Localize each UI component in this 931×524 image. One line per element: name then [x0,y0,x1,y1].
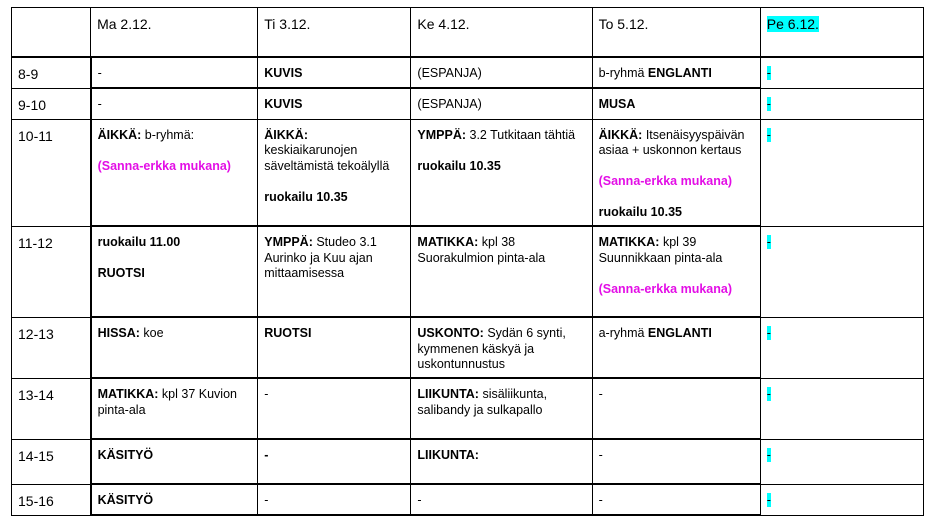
time-label: 10-11 [18,127,53,144]
corner-cell [12,8,91,58]
subject-label: ruokailu 11.00 [97,235,181,249]
subject-label: ruokailu 10.35 [417,158,501,173]
weekly-schedule-table [11,7,924,516]
subject-label: KUVIS [264,66,303,80]
lesson-cell-thu [592,484,760,515]
lesson-cell-mon [91,378,258,439]
lesson-cell-mon [91,484,258,515]
lesson-cell-mon [91,88,258,119]
time-cell [12,439,91,484]
lesson-cell-wed [411,439,592,484]
assistant-note: (Sanna-erkka mukana) [598,281,732,296]
lesson-paragraph [599,326,754,342]
lesson-paragraph [98,493,252,509]
time-label: 8-9 [18,66,39,82]
day-label: Ti 3.12. [264,16,311,32]
lesson-paragraph [417,235,585,266]
lesson-cell-tue [258,484,411,515]
lesson-paragraph [417,159,585,175]
lesson-cell-thu [592,119,760,226]
subject-label: YMPPÄ: [417,127,467,142]
time-slot-row [12,484,924,515]
lesson-cell-fri [760,226,923,317]
lesson-text: - [598,448,603,462]
lesson-cell-wed [411,119,592,226]
lesson-cell-mon [91,57,258,88]
time-cell [12,317,91,378]
subject-label: MUSA [598,97,636,111]
lesson-paragraph [98,66,252,82]
lesson-text: (ESPANJA) [417,97,482,111]
lesson-cell-fri [760,378,923,439]
highlighted-dash: - [766,234,771,249]
day-header-tue [258,8,411,58]
highlighted-dash: - [766,492,771,507]
highlighted-dash: - [766,325,771,340]
lesson-paragraph [767,387,917,403]
day-label: Ke 4.12. [417,16,470,32]
time-label: 11-12 [18,234,53,251]
subject-label: RUOTSI [97,266,145,280]
lesson-paragraph [264,190,404,206]
lesson-text: Sydän 6 synti, kymmenen käskyä ja uskontunnustus [417,326,566,371]
lesson-paragraph [599,493,754,509]
lesson-paragraph [264,66,404,82]
lesson-paragraph [264,128,404,175]
highlighted-dash: - [766,66,771,80]
subject-label: ENGLANTI [647,66,712,80]
lesson-paragraph [264,326,404,342]
subject-label: HISSA: [97,326,140,340]
lesson-paragraph [599,387,754,403]
lesson-paragraph [599,128,754,159]
lesson-paragraph [767,97,917,113]
subject-label: MATIKKA: [417,235,479,249]
subject-label: ÄIKKÄ: [97,127,142,142]
lesson-text: - [264,387,269,401]
subject-label: KUVIS [264,97,303,111]
lesson-cell-fri [760,484,923,515]
time-cell [12,88,91,119]
lesson-paragraph [767,326,917,342]
subject-label: MATIKKA: [598,235,660,249]
lesson-paragraph [417,128,585,144]
time-slot-row [12,317,924,378]
lesson-text: - [598,493,603,507]
lesson-paragraph [599,97,754,113]
lesson-paragraph [264,97,404,113]
subject-label: LIIKUNTA: [417,448,479,462]
subject-label: - [264,448,269,462]
lesson-cell-mon [91,317,258,378]
lesson-paragraph [417,387,585,418]
lesson-paragraph [417,448,585,464]
lesson-cell-tue [258,378,411,439]
lesson-text: - [417,493,422,507]
lesson-text: sisäliikunta, salibandy ja sulkapallo [417,387,548,417]
lesson-paragraph [767,448,917,464]
lesson-paragraph [98,235,252,251]
lesson-cell-thu [592,88,760,119]
lesson-text: 3.2 Tutkitaan tähtiä [466,127,576,142]
lesson-cell-thu [592,57,760,88]
time-slot-row [12,439,924,484]
subject-label: ÄIKKÄ: [598,127,643,142]
lesson-cell-tue [258,119,411,226]
time-slot-row [12,119,924,226]
time-label: 9-10 [18,96,47,113]
subject-label: YMPPÄ: [264,235,313,249]
lesson-cell-wed [411,226,592,317]
lesson-cell-fri [760,57,923,88]
lesson-cell-fri [760,317,923,378]
lesson-cell-mon [91,439,258,484]
lesson-text: b-ryhmä: [141,127,195,142]
lesson-cell-thu [592,439,760,484]
lesson-paragraph [417,97,585,113]
time-cell [12,484,91,515]
subject-label: ENGLANTI [647,326,712,340]
lesson-text: - [97,66,102,80]
lesson-paragraph [767,128,917,144]
lesson-cell-fri [760,439,923,484]
day-label: Ma 2.12. [97,16,152,32]
lesson-paragraph [264,387,404,403]
subject-label: MATIKKA: [97,387,159,401]
lesson-paragraph [98,387,252,418]
highlighted-day-label: Pe 6.12. [766,16,819,32]
time-cell [12,57,91,88]
day-label [761,8,923,33]
subject-label: RUOTSI [264,326,312,340]
lesson-text: Studeo 3.1 Aurinko ja Kuu ajan mittaamisessa [264,235,377,280]
lesson-paragraph [599,448,754,464]
lesson-paragraph [98,448,252,464]
subject-label: KÄSITYÖ [97,493,154,507]
lesson-cell-mon [91,226,258,317]
lesson-text: kpl 39 Suunnikkaan pinta-ala [598,235,723,265]
lesson-paragraph [98,97,252,113]
lesson-text: kpl 38 Suorakulmion pinta-ala [417,235,546,265]
lesson-text: - [97,97,102,111]
lesson-paragraph [264,235,404,282]
lesson-cell-fri [760,88,923,119]
lesson-cell-wed [411,378,592,439]
time-cell [12,226,91,317]
lesson-paragraph [599,174,754,190]
lesson-cell-thu [592,226,760,317]
highlighted-dash: - [766,96,771,111]
lesson-cell-thu [592,317,760,378]
lesson-paragraph [599,66,754,82]
day-label: To 5.12. [598,16,649,32]
lesson-paragraph [98,326,252,342]
lesson-text: - [264,493,269,507]
day-header-mon [91,8,258,58]
day-header-fri [760,8,923,58]
time-label: 13-14 [18,386,54,403]
lesson-paragraph [767,66,917,82]
subject-label: USKONTO: [417,326,484,340]
lesson-cell-wed [411,88,592,119]
lesson-paragraph [417,66,585,82]
lesson-paragraph [417,493,585,509]
lesson-text: a-ryhmä [598,326,648,340]
lesson-paragraph [264,448,404,464]
lesson-paragraph [98,266,252,282]
lesson-cell-tue [258,226,411,317]
lesson-text: Itsenäisyyspäivän asiaa + uskonnon kertaus [598,127,745,157]
lesson-text: b-ryhmä [598,66,648,80]
lesson-cell-tue [258,439,411,484]
time-slot-row [12,226,924,317]
lesson-paragraph [264,493,404,509]
subject-label: LIIKUNTA: [417,387,479,401]
lesson-cell-wed [411,317,592,378]
lesson-cell-tue [258,57,411,88]
time-label: 12-13 [18,325,54,342]
day-header-thu [592,8,760,58]
lesson-cell-fri [760,119,923,226]
lesson-cell-wed [411,57,592,88]
lesson-text: kpl 37 Kuvion pinta-ala [97,387,237,417]
lesson-paragraph [98,159,252,175]
highlighted-dash: - [766,386,771,401]
time-cell [12,119,91,226]
lesson-text: (ESPANJA) [417,66,482,80]
time-cell [12,378,91,439]
lesson-paragraph [767,235,917,251]
header-row [12,8,924,58]
lesson-paragraph [599,282,754,298]
time-slot-row [12,378,924,439]
assistant-note: (Sanna-erkka mukana) [97,158,231,173]
lesson-cell-thu [592,378,760,439]
lesson-paragraph [599,205,754,221]
lesson-paragraph [98,128,252,144]
subject-label: ruokailu 10.35 [264,189,348,204]
highlighted-dash: - [766,127,771,142]
lesson-cell-mon [91,119,258,226]
subject-label: KÄSITYÖ [97,448,154,462]
time-slot-row [12,88,924,119]
highlighted-dash: - [766,447,771,462]
lesson-paragraph [599,235,754,266]
lesson-cell-wed [411,484,592,515]
subject-label: ÄIKKÄ: [264,127,308,142]
time-label: 15-16 [18,492,54,509]
lesson-cell-tue [258,88,411,119]
lesson-paragraph [417,326,585,373]
time-slot-row [12,57,924,88]
lesson-text: koe [139,326,164,340]
lesson-cell-tue [258,317,411,378]
lesson-text: keskiaikarunojen säveltämistä tekoälyllä [264,143,390,173]
lesson-text: - [598,387,603,401]
assistant-note: (Sanna-erkka mukana) [598,174,732,188]
time-label: 14-15 [18,447,54,464]
lesson-paragraph [767,493,917,509]
subject-label: ruokailu 10.35 [598,205,682,219]
day-header-wed [411,8,592,58]
